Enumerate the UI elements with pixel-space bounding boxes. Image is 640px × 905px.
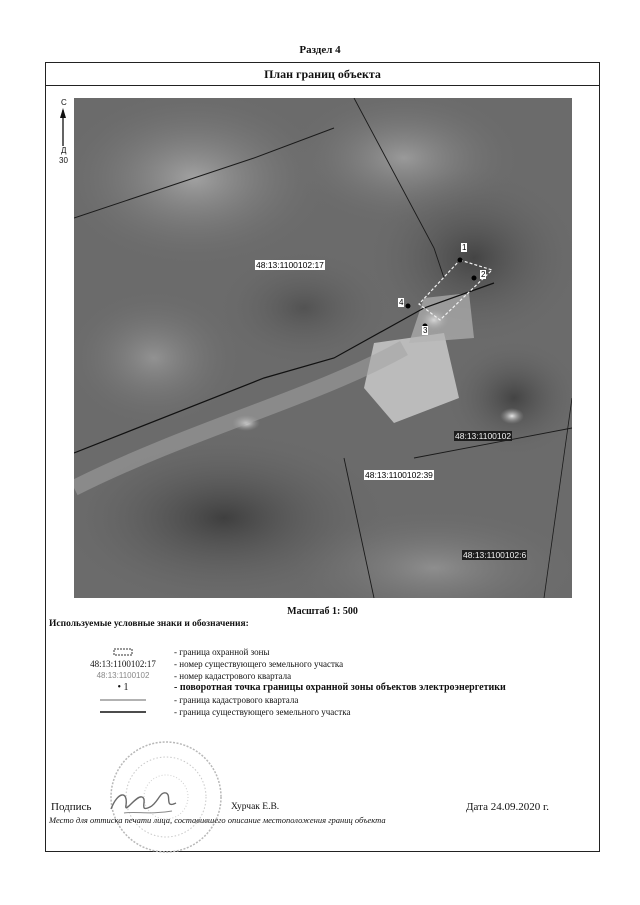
signature-label: Подпись: [51, 801, 92, 813]
legend-symbol-parcel: 48:13:1100102:17: [90, 659, 156, 669]
legend-text: - граница существующего земельного участка: [174, 707, 351, 717]
parcel-label-6: 48:13:1100102:6: [463, 550, 527, 560]
compass-letter: Д: [61, 146, 67, 155]
legend-text: - граница кадастрового квартала: [174, 695, 299, 705]
compass-north-letter: С: [61, 98, 67, 107]
map-imagery: [74, 98, 572, 598]
document-frame: [45, 62, 600, 852]
signature-date: Дата 24.09.2020 г.: [466, 801, 549, 813]
point-label-1: 1: [462, 243, 467, 252]
legend-text: - номер существующего земельного участка: [174, 659, 344, 669]
legend-text: - граница охранной зоны: [174, 647, 270, 657]
legend-title: Используемые условные знаки и обозначения:: [49, 619, 249, 629]
section-title: Раздел 4: [299, 44, 341, 56]
parcel-boundary-symbol: [64, 706, 182, 718]
signer-name: Хурчак Е.В.: [231, 802, 280, 812]
legend-symbol-quarter: 48:13:1100102: [96, 671, 150, 680]
point-label-2: 2: [481, 270, 486, 279]
legend-item: [46, 706, 601, 718]
north-arrow-icon: [57, 98, 75, 168]
point-label-3: 3: [423, 326, 428, 335]
point-label-4: 4: [399, 298, 404, 307]
parcel-label-17: 48:13:1100102:17: [256, 260, 324, 270]
zone-boundary-symbol: [64, 646, 182, 658]
legend-item: [46, 670, 601, 682]
legend-item: [46, 658, 601, 670]
aerial-map: [74, 98, 572, 598]
signature-row: [51, 801, 594, 813]
quarter-boundary-symbol: [64, 694, 182, 706]
stamp-caption: Место для оттиска печати лица, составившего описание местоположения границ объекта: [49, 815, 386, 825]
legend-item: [46, 694, 601, 706]
legend-text: - поворотная точка границы охранной зоны объектов электроэнергетики: [174, 682, 506, 693]
legend-item: [46, 646, 601, 658]
legend-text: - номер кадастрового квартала: [174, 671, 292, 681]
quarter-label: 48:13:1100102: [455, 431, 512, 441]
legend-symbol-point: • 1: [117, 682, 129, 693]
map-scale: Масштаб 1: 500: [287, 606, 358, 617]
legend-item: [46, 682, 601, 694]
plan-title: План границ объекта: [46, 63, 599, 86]
parcel-label-39: 48:13:1100102:39: [365, 470, 433, 480]
compass-scale-label: 30: [59, 156, 68, 165]
